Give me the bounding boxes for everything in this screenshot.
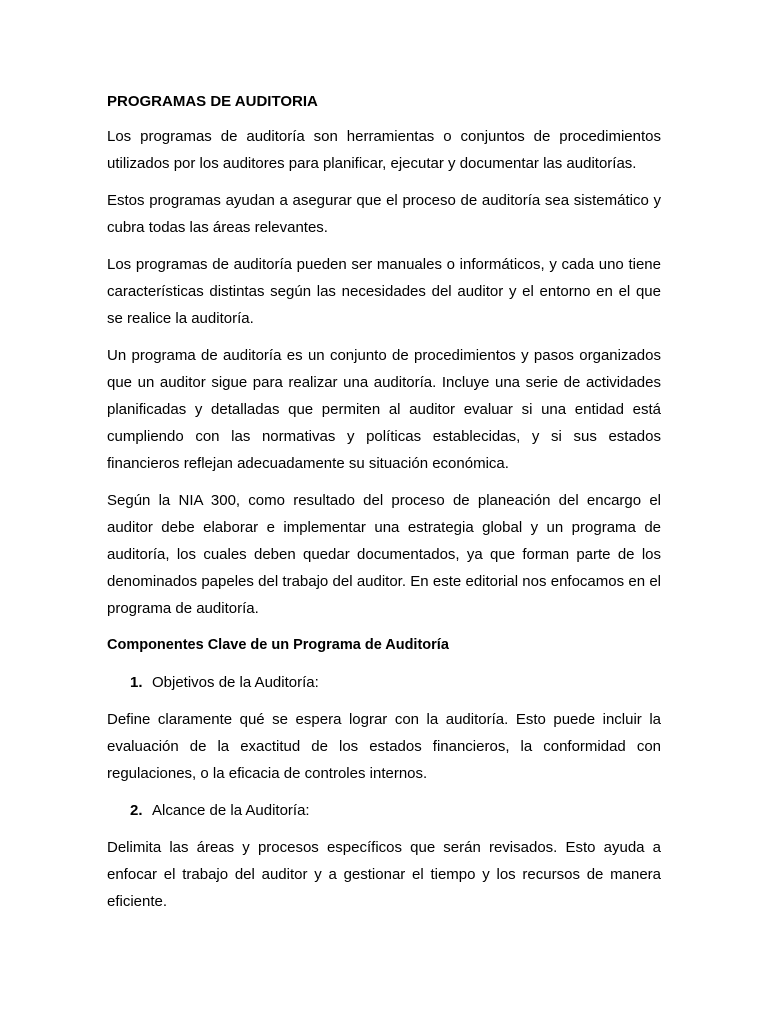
list-item-description: Define claramente qué se espera lograr con la auditoría. Esto puede incluir la evaluación de la exactitud de los estados financieros, la conformidad con regulaciones, o la eficacia de controles internos. — [107, 711, 661, 782]
document-title: PROGRAMAS DE AUDITORIA — [107, 93, 318, 110]
paragraph-intro: Los programas de auditoría son herramientas o conjuntos de procedimientos utilizados por los auditores para planificar, ejecutar y documentar las auditorías. — [107, 128, 661, 172]
list-item-label: Objetivos de la Auditoría: — [152, 674, 319, 691]
document-page — [107, 88, 661, 925]
list-item-description: Delimita las áreas y procesos específicos que serán revisados. Esto ayuda a enfocar el trabajo del auditor y a gestionar el tiempo y los recursos de manera eficiente. — [107, 839, 661, 910]
paragraph-purpose: Estos programas ayudan a asegurar que el proceso de auditoría sea sistemático y cubra todas las áreas relevantes. — [107, 192, 661, 236]
list-item-objectives — [107, 669, 661, 696]
section-title: Componentes Clave de un Programa de Auditoría — [107, 637, 449, 653]
list-item-label: Alcance de la Auditoría: — [152, 802, 310, 819]
list-item-scope — [107, 797, 661, 824]
paragraph-types: Los programas de auditoría pueden ser manuales o informáticos, y cada uno tiene características distintas según las necesidades del auditor y el entorno en el que se realice la auditoría. — [107, 256, 661, 327]
list-item-number: 2. — [130, 802, 143, 819]
list-item-number: 1. — [130, 674, 143, 691]
paragraph-definition: Un programa de auditoría es un conjunto de procedimientos y pasos organizados que un auditor sigue para realizar una auditoría. Incluye una serie de actividades planificadas y detalladas que permiten al auditor evaluar si una entidad está cumpliendo con las normativas y políticas establecidas, y si sus estados financieros reflejan adecuadamente su situación económica. — [107, 347, 661, 472]
paragraph-nia-300: Según la NIA 300, como resultado del proceso de planeación del encargo el auditor debe elaborar e implementar una estrategia global y un programa de auditoría, los cuales deben quedar documentados, ya que forman parte de los denominados papeles del trabajo del auditor. En este editorial nos enfocamos en el programa de auditoría. — [107, 492, 661, 617]
